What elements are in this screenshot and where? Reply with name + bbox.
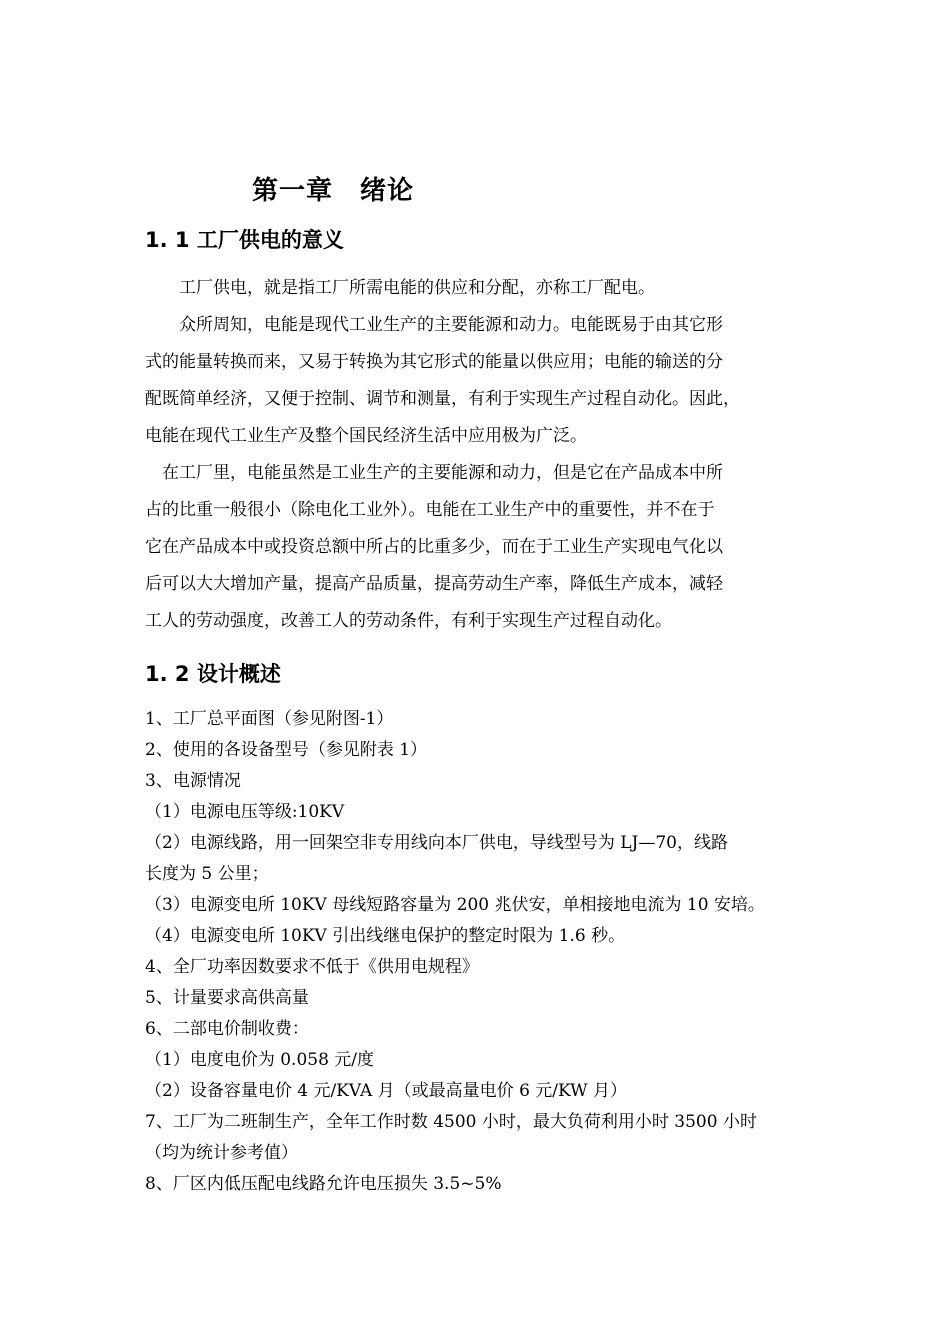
list-item: （3）电源变电所 10KV 母线短路容量为 200 兆伏安，单相接地电流为 10 安培。 — [145, 895, 765, 915]
chapter-title: 第一章 绪论 — [252, 176, 415, 206]
list-item: 4、全厂功率因数要求不低于《供用电规程》 — [145, 957, 479, 977]
design-overview-list — [145, 704, 835, 1200]
list-item: （4）电源变电所 10KV 引出线继电保护的整定时限为 1.6 秒。 — [145, 926, 626, 946]
paragraph-line: 它在产品成本中或投资总额中所占的比重多少，而在于工业生产实现电气化以 — [145, 537, 723, 557]
list-item: （1）电源电压等级:10KV — [145, 802, 345, 822]
paragraph-line: 众所周知，电能是现代工业生产的主要能源和动力。电能既易于由其它形 — [162, 315, 723, 335]
paragraph-line: 配既简单经济，又便于控制、调节和测量，有利于实现生产过程自动化。因此， — [145, 389, 740, 409]
paragraph-line: 电能在现代工业生产及整个国民经济生活中应用极为广泛。 — [145, 426, 587, 446]
paragraph-line: 在工厂里，电能虽然是工业生产的主要能源和动力，但是它在产品成本中所 — [162, 463, 723, 483]
list-item: 1、工厂总平面图（参见附图-1） — [145, 709, 394, 729]
list-item: （2）电源线路，用一回架空非专用线向本厂供电，导线型号为 LJ—70，线路 — [145, 833, 728, 853]
list-item: 2、使用的各设备型号（参见附表 1） — [145, 740, 428, 760]
paragraph-line: 后可以大大增加产量，提高产品质量，提高劳动生产率，降低生产成本，减轻 — [145, 574, 723, 594]
paragraph-1 — [162, 270, 842, 307]
section-title-1-2: 1. 2 设计概述 — [145, 662, 281, 686]
paragraph-3 — [145, 455, 825, 640]
paragraph-line: 式的能量转换而来，又易于转换为其它形式的能量以供应用；电能的输送的分 — [145, 352, 723, 372]
paragraph-line: 工厂供电，就是指工厂所需电能的供应和分配，亦称工厂配电。 — [162, 278, 655, 298]
section-title-1-1: 1. 1 工厂供电的意义 — [145, 228, 344, 252]
list-item: 6、二部电价制收费： — [145, 1019, 309, 1039]
paragraph-2-body — [145, 307, 825, 455]
list-item: （2）设备容量电价 4 元/KVA 月（或最高量电价 6 元/KW 月） — [145, 1081, 627, 1101]
list-item: 长度为 5 公里； — [145, 864, 269, 884]
list-item: 3、电源情况 — [145, 771, 241, 791]
paragraph-line: 占的比重一般很小（除电化工业外）。电能在工业生产中的重要性，并不在于 — [145, 500, 715, 520]
paragraph-line: 工人的劳动强度，改善工人的劳动条件，有利于实现生产过程自动化。 — [145, 611, 672, 631]
list-item: （均为统计参考值） — [145, 1143, 298, 1163]
list-item: 7、工厂为二班制生产，全年工作时数 4500 小时，最大负荷利用小时 3500 小时 — [145, 1112, 757, 1132]
list-item: 8、厂区内低压配电线路允许电压损失 3.5~5% — [145, 1174, 502, 1194]
list-item: 5、计量要求高供高量 — [145, 988, 309, 1008]
list-item: （1）电度电价为 0.058 元/度 — [145, 1050, 375, 1070]
